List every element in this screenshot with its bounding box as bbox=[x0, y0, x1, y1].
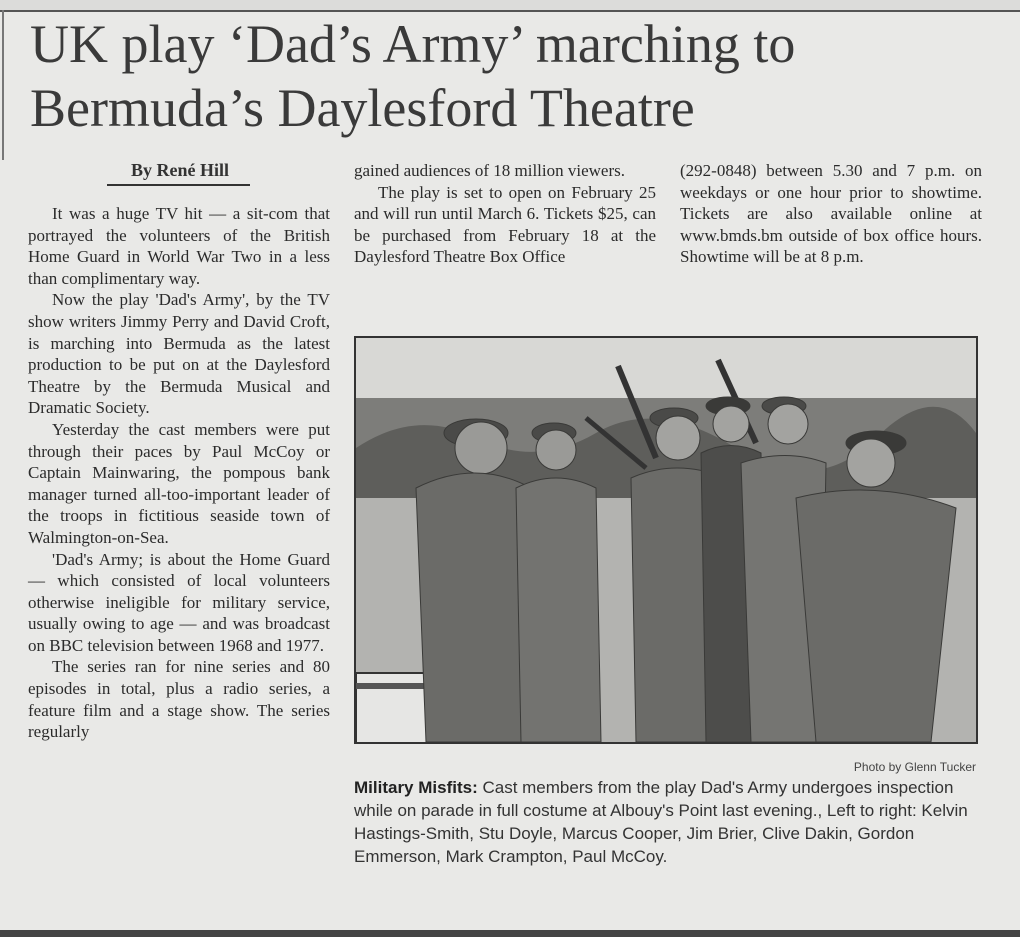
clipping-top-edge bbox=[0, 0, 1020, 12]
photo-credit: Photo by Glenn Tucker bbox=[853, 760, 976, 774]
article-column-1 bbox=[28, 203, 330, 743]
clipping-bottom-edge bbox=[0, 930, 1020, 937]
paragraph: (292-0848) between 5.30 and 7 p.m. on weekdays or one hour prior to showtime. Tickets are also available online at www.bmds.bm outside of box office hours. Showtime will be at 8 p.m. bbox=[680, 161, 982, 267]
paragraph: gained audiences of 18 million viewers. bbox=[354, 161, 625, 180]
paragraph: Yesterday the cast members were put through their paces by Paul McCoy or Captain Mainwaring, the pompous bank manager turned all-too-important leader of the troops in fictitious seaside town of Walmington-on-Sea. bbox=[28, 419, 330, 547]
paragraph: 'Dad's Army; is about the Home Guard — which consisted of local volunteers otherwise ineligible for military service, usually owing to age — and was broadcast on BBC television between 1968 and 1977. bbox=[28, 549, 330, 655]
article-column-2 bbox=[354, 160, 656, 268]
paragraph: Now the play 'Dad's Army', by the TV show writers Jimmy Perry and David Croft, is marching into Bermuda as the latest production to be put on at the Daylesford Theatre by the Bermuda Musical and Dramatic Society. bbox=[28, 290, 330, 418]
article-column-3 bbox=[680, 160, 982, 268]
paragraph: It was a huge TV hit — a sit-com that portrayed the volunteers of the British Home Guard in World War Two in a less than complimentary way. bbox=[28, 204, 330, 288]
paragraph: The play is set to open on February 25 and will run until March 6. Tickets $25, can be purchased from February 18 at the Daylesford Theatre Box Office bbox=[354, 182, 656, 267]
byline-rule bbox=[107, 184, 250, 186]
photo-illustration bbox=[356, 338, 976, 742]
headline: UK play ‘Dad’s Army’ marching to Bermuda’s Daylesford Theatre bbox=[30, 14, 796, 138]
clipping-left-rule bbox=[2, 10, 4, 160]
news-photo bbox=[354, 336, 978, 744]
byline: By René Hill bbox=[131, 160, 229, 180]
caption-text: Cast members from the play Dad's Army undergoes inspection while on parade in full costume at Albouy's Point last evening., Left to right: Kelvin Hastings-Smith, Stu Doyle, Marcus Cooper, Jim Brier, Clive Dakin, Gordon Emmerson, Mark Crampton, Paul McCoy. bbox=[354, 778, 968, 866]
caption-lead: Military Misfits: bbox=[354, 778, 478, 797]
paragraph: The series ran for nine series and 80 episodes in total, plus a radio series, a feature film and a stage show. The series regularly bbox=[28, 657, 330, 742]
photo-caption bbox=[354, 776, 980, 868]
